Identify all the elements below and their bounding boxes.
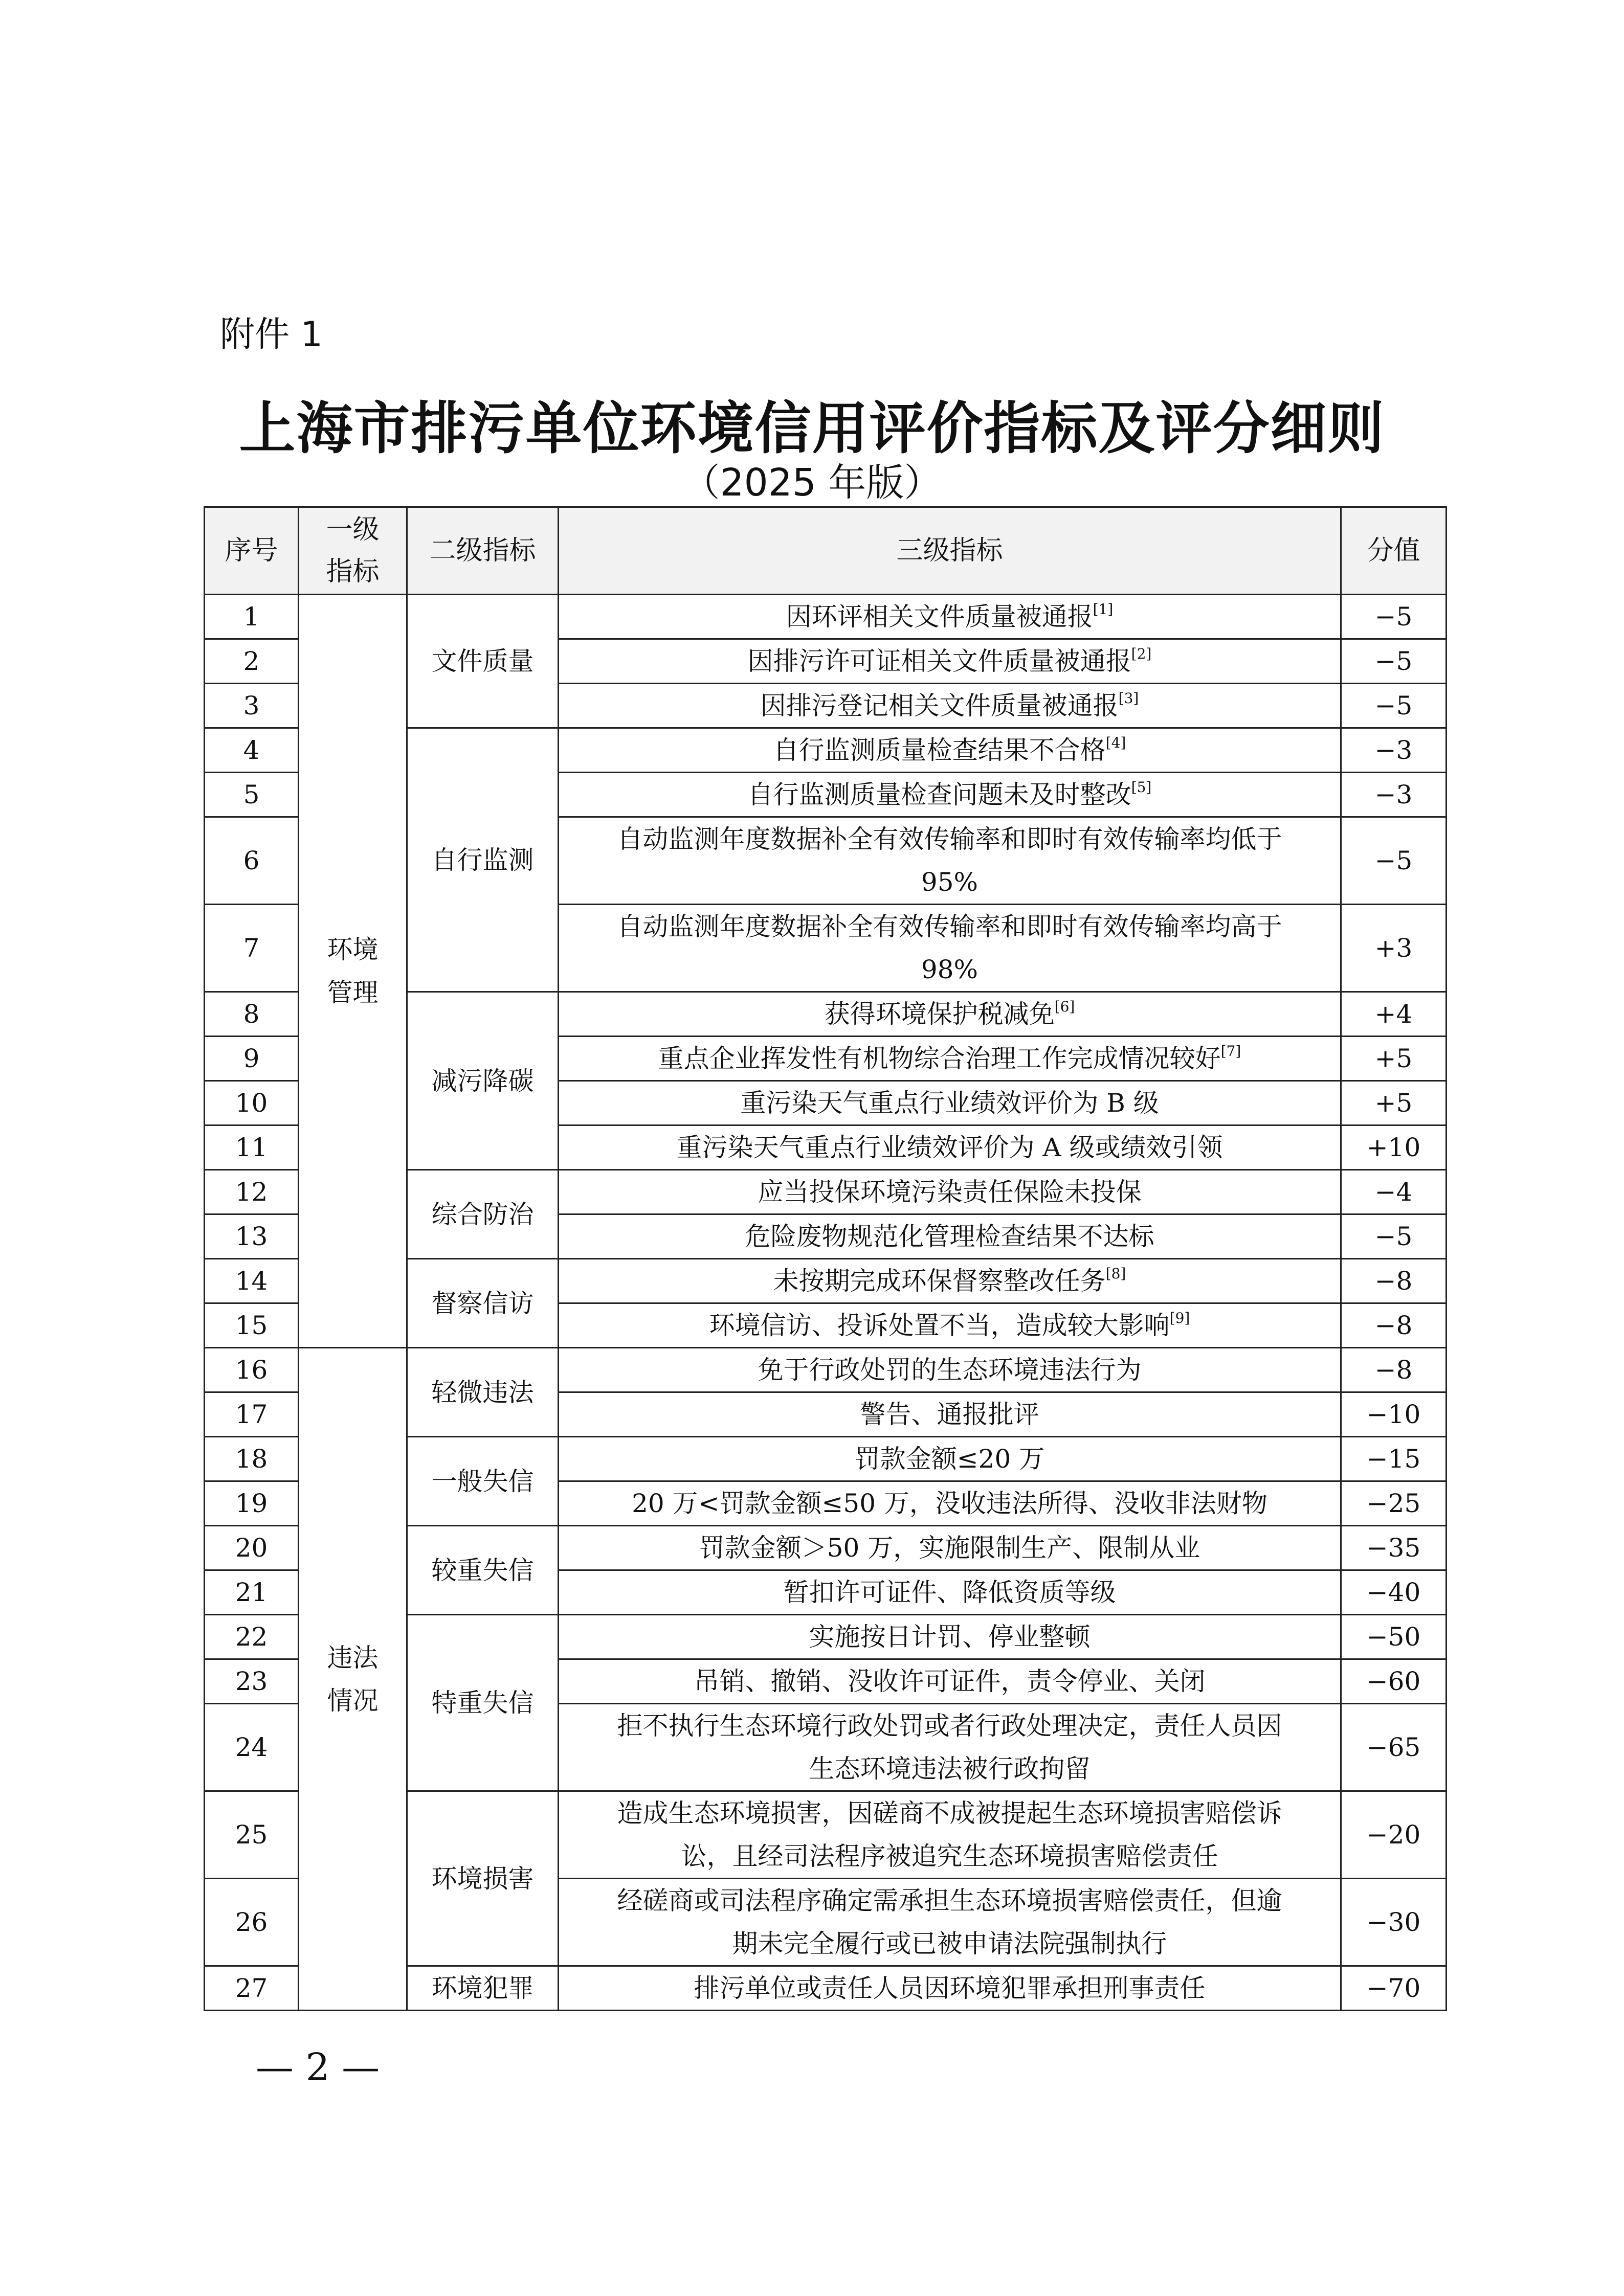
- row-score: −65: [1341, 1704, 1447, 1791]
- row-score: −40: [1341, 1570, 1447, 1615]
- level3-text: 自行监测质量检查问题未及时整改[5]: [559, 773, 1341, 817]
- level2-minor: 轻微违法: [407, 1348, 559, 1437]
- level3-text: 拒不执行生态环境行政处罚或者行政处理决定，责任人员因 生态环境违法被行政拘留: [559, 1704, 1341, 1791]
- level2-self-monitor: 自行监测: [407, 728, 559, 992]
- row-no: 17: [205, 1392, 299, 1437]
- level3-text: 环境信访、投诉处置不当，造成较大影响[9]: [559, 1303, 1341, 1348]
- level3-text: 因排污登记相关文件质量被通报[3]: [559, 684, 1341, 728]
- level3-text: 自动监测年度数据补全有效传输率和即时有效传输率均低于 95%: [559, 817, 1341, 905]
- row-score: +10: [1341, 1126, 1447, 1170]
- row-score: −50: [1341, 1615, 1447, 1659]
- document-title: 上海市排污单位环境信用评价指标及评分细则: [239, 396, 1385, 461]
- attachment-label: 附件 1: [220, 314, 323, 355]
- level1-env-mgmt: 环境 管理: [299, 595, 407, 1348]
- level3-text: 重点企业挥发性有机物综合治理工作完成情况较好[7]: [559, 1037, 1341, 1081]
- row-no: 19: [205, 1481, 299, 1526]
- row-score: −8: [1341, 1259, 1447, 1303]
- row-no: 22: [205, 1615, 299, 1659]
- document-subtitle: （2025 年版）: [682, 461, 942, 505]
- row-no: 6: [205, 817, 299, 905]
- level3-text: 罚款金额≤20 万: [559, 1437, 1341, 1481]
- row-no: 7: [205, 905, 299, 992]
- row-score: +5: [1341, 1081, 1447, 1126]
- level3-text: 免于行政处罚的生态环境违法行为: [559, 1348, 1341, 1392]
- page-number: — 2 —: [256, 2045, 380, 2089]
- row-no: 3: [205, 684, 299, 728]
- header-level3: 三级指标: [559, 507, 1341, 595]
- level3-text: 危险废物规范化管理检查结果不达标: [559, 1214, 1341, 1259]
- level2-inspection: 督察信访: [407, 1259, 559, 1348]
- row-no: 8: [205, 992, 299, 1037]
- level3-text: 获得环境保护税减免[6]: [559, 992, 1341, 1037]
- row-no: 9: [205, 1037, 299, 1081]
- row-score: +5: [1341, 1037, 1447, 1081]
- level2-reduce-carbon: 减污降碳: [407, 992, 559, 1170]
- row-no: 21: [205, 1570, 299, 1615]
- row-score: −8: [1341, 1348, 1447, 1392]
- level2-file-quality: 文件质量: [407, 595, 559, 728]
- row-no: 24: [205, 1704, 299, 1791]
- level3-text: 因排污许可证相关文件质量被通报[2]: [559, 639, 1341, 684]
- header-no: 序号: [205, 507, 299, 595]
- row-score: −5: [1341, 595, 1447, 639]
- row-no: 26: [205, 1879, 299, 1966]
- level3-text: 吊销、撤销、没收许可证件，责令停业、关闭: [559, 1659, 1341, 1704]
- header-level2: 二级指标: [407, 507, 559, 595]
- row-score: +3: [1341, 905, 1447, 992]
- row-score: −20: [1341, 1791, 1447, 1879]
- level2-integrated: 综合防治: [407, 1170, 559, 1259]
- row-score: −30: [1341, 1879, 1447, 1966]
- row-no: 15: [205, 1303, 299, 1348]
- row-no: 16: [205, 1348, 299, 1392]
- level3-text: 暂扣许可证件、降低资质等级: [559, 1570, 1341, 1615]
- row-no: 25: [205, 1791, 299, 1879]
- row-no: 13: [205, 1214, 299, 1259]
- level3-text: 重污染天气重点行业绩效评价为 A 级或绩效引领: [559, 1126, 1341, 1170]
- row-score: −3: [1341, 773, 1447, 817]
- row-no: 12: [205, 1170, 299, 1214]
- row-no: 4: [205, 728, 299, 773]
- header-score: 分值: [1341, 507, 1447, 595]
- level2-severe: 特重失信: [407, 1615, 559, 1791]
- row-score: −5: [1341, 639, 1447, 684]
- row-no: 14: [205, 1259, 299, 1303]
- level3-text: 自行监测质量检查结果不合格[4]: [559, 728, 1341, 773]
- level1-violation: 违法 情况: [299, 1348, 407, 2011]
- level3-text: 未按期完成环保督察整改任务[8]: [559, 1259, 1341, 1303]
- level3-text: 造成生态环境损害，因磋商不成被提起生态环境损害赔偿诉 讼，且经司法程序被追究生态环境损害赔偿责任: [559, 1791, 1341, 1879]
- row-score: −5: [1341, 1214, 1447, 1259]
- row-score: −8: [1341, 1303, 1447, 1348]
- level2-serious: 较重失信: [407, 1526, 559, 1615]
- row-score: −10: [1341, 1392, 1447, 1437]
- level3-text: 重污染天气重点行业绩效评价为 B 级: [559, 1081, 1341, 1126]
- row-no: 2: [205, 639, 299, 684]
- row-score: −35: [1341, 1526, 1447, 1570]
- row-no: 10: [205, 1081, 299, 1126]
- row-no: 18: [205, 1437, 299, 1481]
- row-score: −25: [1341, 1481, 1447, 1526]
- table-row: [205, 595, 1447, 639]
- level3-text: 经磋商或司法程序确定需承担生态环境损害赔偿责任，但逾 期未完全履行或已被申请法院强制执行: [559, 1879, 1341, 1966]
- row-score: −15: [1341, 1437, 1447, 1481]
- row-score: −60: [1341, 1659, 1447, 1704]
- level3-text: 应当投保环境污染责任保险未投保: [559, 1170, 1341, 1214]
- level3-text: 排污单位或责任人员因环境犯罪承担刑事责任: [559, 1966, 1341, 2011]
- row-score: −70: [1341, 1966, 1447, 2011]
- row-score: +4: [1341, 992, 1447, 1037]
- level2-general: 一般失信: [407, 1437, 559, 1526]
- level3-text: 因环评相关文件质量被通报[1]: [559, 595, 1341, 639]
- level3-text: 警告、通报批评: [559, 1392, 1341, 1437]
- header-level1: 一级 指标: [299, 507, 407, 595]
- row-score: −5: [1341, 817, 1447, 905]
- row-no: 11: [205, 1126, 299, 1170]
- level3-text: 罚款金额＞50 万，实施限制生产、限制从业: [559, 1526, 1341, 1570]
- row-no: 27: [205, 1966, 299, 2011]
- level3-text: 自动监测年度数据补全有效传输率和即时有效传输率均高于 98%: [559, 905, 1341, 992]
- row-score: −3: [1341, 728, 1447, 773]
- level3-text: 实施按日计罚、停业整顿: [559, 1615, 1341, 1659]
- row-no: 20: [205, 1526, 299, 1570]
- table-row: [205, 1348, 1447, 1392]
- table-header-row: [205, 507, 1447, 595]
- level2-crime: 环境犯罪: [407, 1966, 559, 2011]
- level3-text: 20 万<罚款金额≤50 万，没收违法所得、没收非法财物: [559, 1481, 1341, 1526]
- level2-damage: 环境损害: [407, 1791, 559, 1966]
- indicator-table: [204, 506, 1447, 2011]
- row-no: 23: [205, 1659, 299, 1704]
- row-score: −4: [1341, 1170, 1447, 1214]
- row-score: −5: [1341, 684, 1447, 728]
- row-no: 5: [205, 773, 299, 817]
- row-no: 1: [205, 595, 299, 639]
